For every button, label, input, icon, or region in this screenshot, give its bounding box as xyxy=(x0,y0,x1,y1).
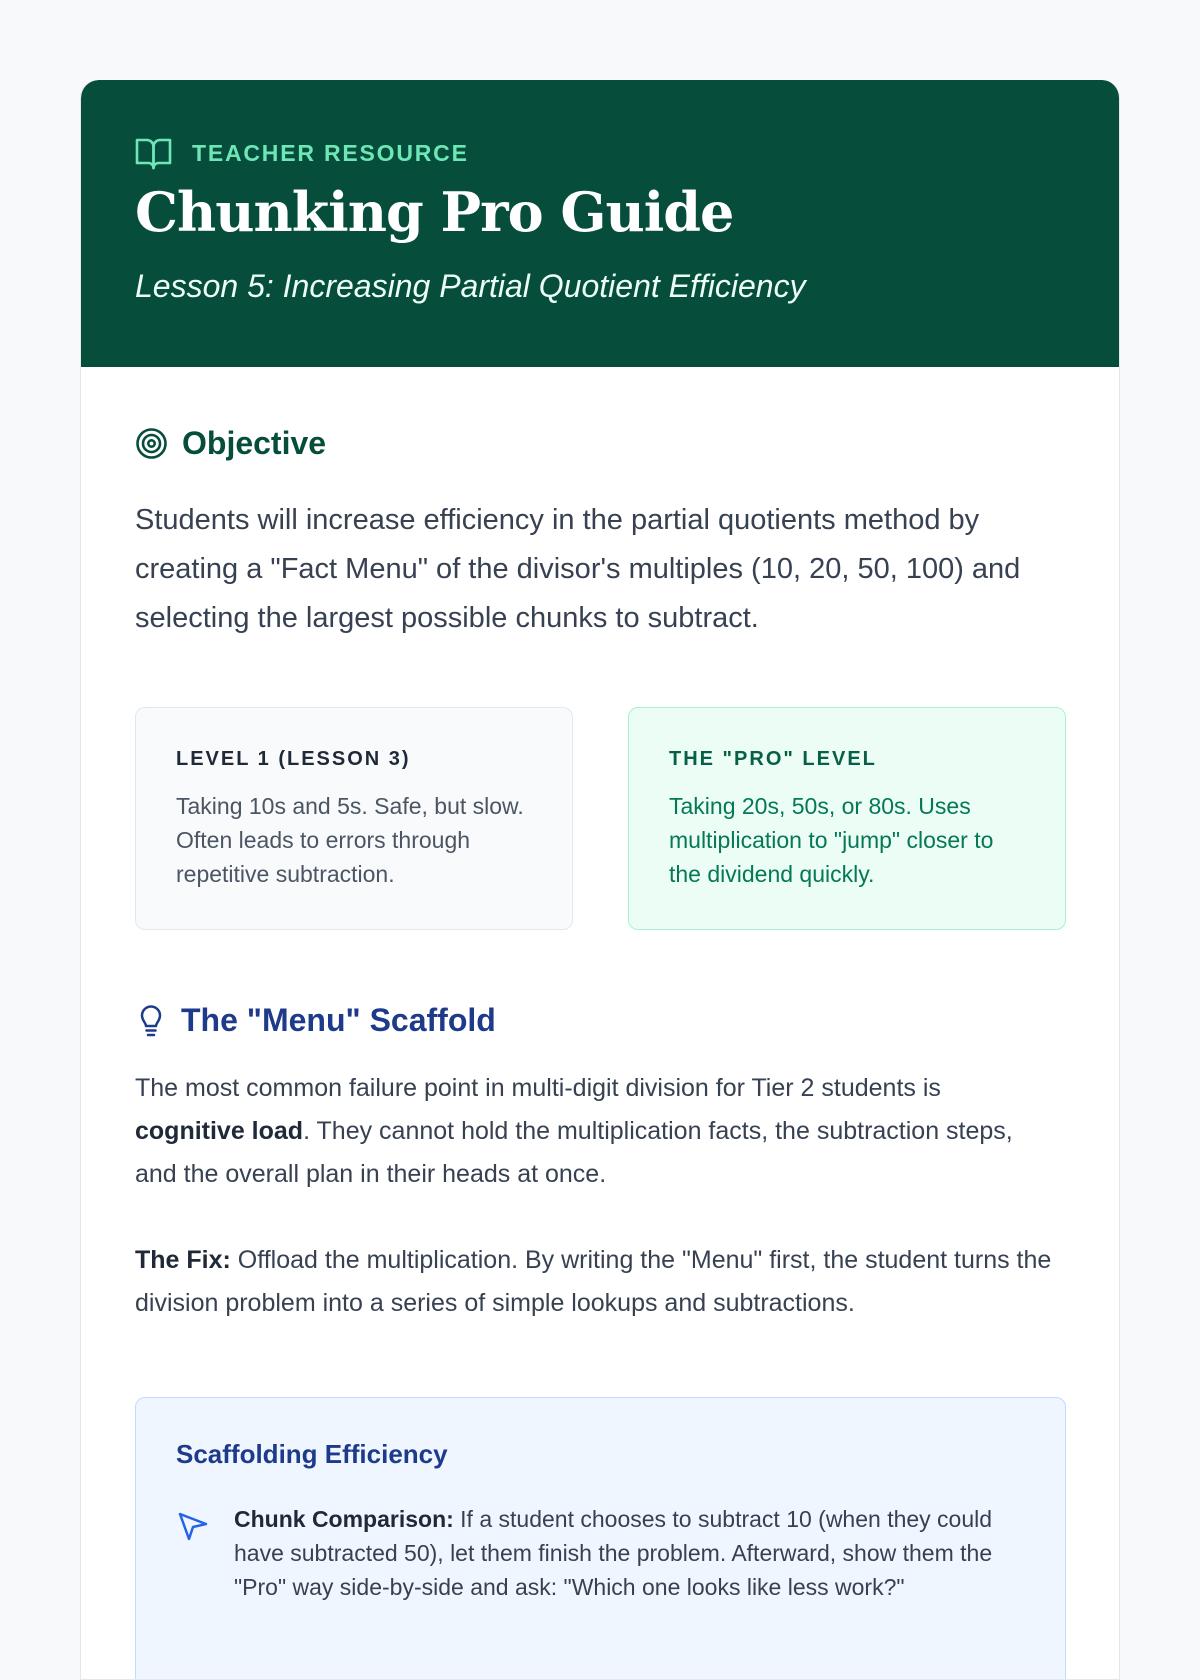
objective-text: Students will increase efficiency in the partial quotients method by creating a "Fact Menu" of the divisor's multiples (10, 20, 50, 100) and selecting the largest possible chunks to subtract. xyxy=(135,504,1021,634)
tip-text xyxy=(234,1502,1016,1604)
scaffolding-box xyxy=(135,1397,1066,1680)
level-1-title: LEVEL 1 (LESSON 3) xyxy=(176,748,411,770)
pro-level-title: THE "PRO" LEVEL xyxy=(669,748,877,770)
p2-text: Offload the multiplication. By writing the "Menu" first, the student turns the division problem into a series of simple lookups and subtractions. xyxy=(135,1246,1052,1317)
lightbulb-icon xyxy=(135,1004,167,1038)
tip-item xyxy=(176,1502,1016,1604)
p1-start: The most common failure point in multi-digit division for Tier 2 students is xyxy=(135,1074,941,1102)
tip-body: If a student chooses to subtract 10 (when they could have subtracted 50), let them finish the problem. Afterward, show them the "Pro" way side-by-side and ask: "Which one looks like less work?" xyxy=(234,1506,993,1600)
fix-paragraph xyxy=(135,1239,1055,1325)
header-banner xyxy=(81,80,1120,367)
pro-level-box xyxy=(628,707,1066,930)
pro-level-text: Taking 20s, 50s, or 80s. Uses multiplication to "jump" closer to the dividend quickly. xyxy=(669,793,994,887)
cognitive-load-paragraph xyxy=(135,1067,1055,1196)
pointer-arrow-icon xyxy=(176,1502,210,1542)
level-1-box xyxy=(135,707,573,930)
p1-end: . They cannot hold the multiplication facts, the subtraction steps, and the overall plan in their heads at once. xyxy=(135,1117,1013,1188)
level-1-text: Taking 10s and 5s. Safe, but slow. Often leads to errors through repetitive subtraction. xyxy=(176,793,524,887)
scaffolding-title: Scaffolding Efficiency xyxy=(176,1439,448,1469)
open-book-icon xyxy=(135,136,172,170)
menu-scaffold-title: The "Menu" Scaffold xyxy=(181,1002,496,1038)
target-icon xyxy=(135,427,168,460)
objective-heading xyxy=(135,425,326,462)
eyebrow xyxy=(135,136,469,170)
page-title: Chunking Pro Guide xyxy=(135,180,734,244)
eyebrow-label: TEACHER RESOURCE xyxy=(192,139,469,166)
objective-title: Objective xyxy=(182,425,327,461)
page-subtitle: Lesson 5: Increasing Partial Quotient Efficiency xyxy=(135,268,806,304)
menu-scaffold-heading xyxy=(135,1002,496,1039)
tip-bold: Chunk Comparison: xyxy=(234,1506,454,1532)
p1-bold: cognitive load xyxy=(135,1117,304,1145)
resource-card xyxy=(80,80,1120,1680)
p2-bold: The Fix: xyxy=(135,1246,231,1274)
